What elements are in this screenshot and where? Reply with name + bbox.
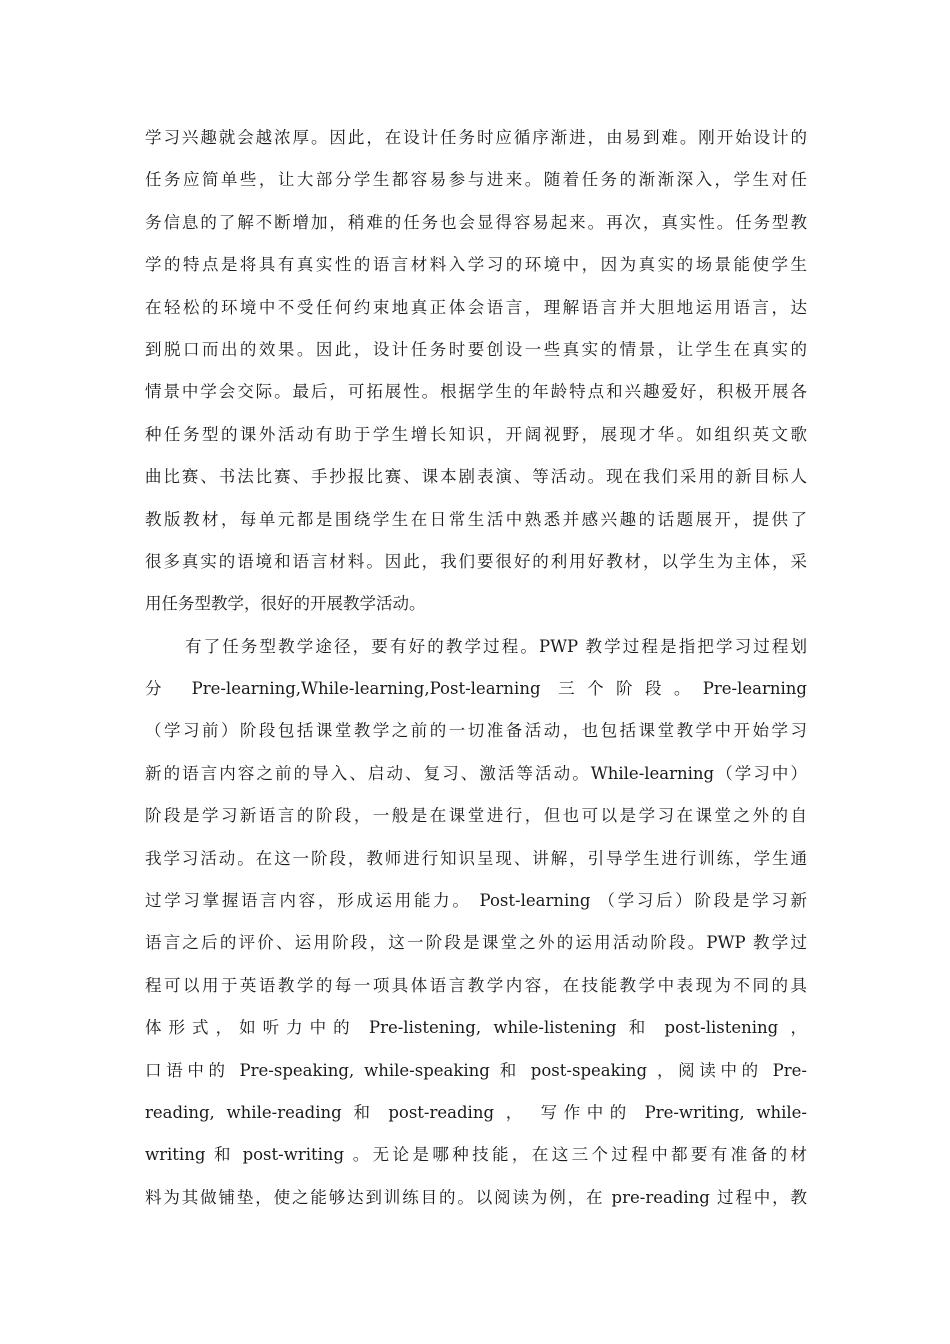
text-line: 料为其做铺垫，使之能够达到训练目的。以阅读为例，在 pre-reading 过程中，教 [145,1187,807,1207]
text-line: 阶段是学习新语言的阶段，一般是在课堂进行，但也可以是学习在课堂之外的自 [145,806,807,826]
text-line: 分 Pre-learning,While-learning,Post-learning 三个阶段。Pre-learning [145,679,807,699]
paragraph-end-line: 用任务型教学，很好的开展教学活动。 [145,594,426,614]
text-line: writing 和 post-writing 。无论是哪种技能，在这三个过程中都要有准备的材 [145,1145,807,1165]
text-line: 教版教材，每单元都是围绕学生在日常生活中熟悉并感兴趣的话题展开，提供了 [145,509,807,529]
text-line: 程可以用于英语教学的每一项具体语言教学内容，在技能教学中表现为不同的具 [145,975,807,995]
text-line: 过学习掌握语言内容，形成运用能力。 Post-learning （学习后）阶段是学习新 [145,891,807,911]
text-line: 口语中的 Pre-speaking, while-speaking 和 post-speaking ，阅读中的 Pre- [145,1060,807,1080]
text-line: 学的特点是将具有真实性的语言材料入学习的环境中，因为真实的场景能使学生 [145,255,807,275]
text-line: 学习兴趣就会越浓厚。因此，在设计任务时应循序渐进，由易到难。刚开始设计的 [145,128,807,147]
text-line: 体形式，如听力中的 Pre-listening, while-listening 和 post-listening ， [145,1018,807,1038]
text-line: 到脱口而出的效果。因此，设计任务时要创设一些真实的情景，让学生在真实的 [145,339,807,359]
text-line: 种任务型的课外活动有助于学生增长知识，开阔视野，展现才华。如组织英文歌 [145,424,807,444]
text-line: 任务应简单些，让大部分学生都容易参与进来。随着任务的渐渐深入，学生对任 [145,170,807,190]
text-line: 新的语言内容之前的导入、启动、复习、激活等活动。While-learning（学习中） [145,763,807,783]
body-text [145,117,807,1219]
text-line: 语言之后的评价、运用阶段，这一阶段是课堂之外的运用活动阶段。PWP 教学过 [145,933,807,953]
text-line: 我学习活动。在这一阶段，教师进行知识呈现、讲解，引导学生进行训练，学生通 [145,848,807,868]
text-line: 情景中学会交际。最后，可拓展性。根据学生的年龄特点和兴趣爱好，积极开展各 [145,382,807,402]
text-line: （学习前）阶段包括课堂教学之前的一切准备活动，也包括课堂教学中开始学习 [145,721,807,741]
text-line: 在轻松的环境中不受任何约束地真正体会语言，理解语言并大胆地运用语言，达 [145,297,807,317]
text-line: reading, while-reading 和 post-reading ， 写作中的 Pre-writing, while- [145,1102,807,1122]
paragraph-start-line: 有了任务型教学途径，要有好的教学过程。PWP 教学过程是指把学习过程划 [185,636,807,656]
text-line: 很多真实的语境和语言材料。因此，我们要很好的利用好教材，以学生为主体，采 [145,551,807,571]
text-line: 曲比赛、书法比赛、手抄报比赛、课本剧表演、等活动。现在我们采用的新目标人 [145,467,807,487]
text-line: 务信息的了解不断增加，稍难的任务也会显得容易起来。再次，真实性。任务型教 [145,212,807,232]
